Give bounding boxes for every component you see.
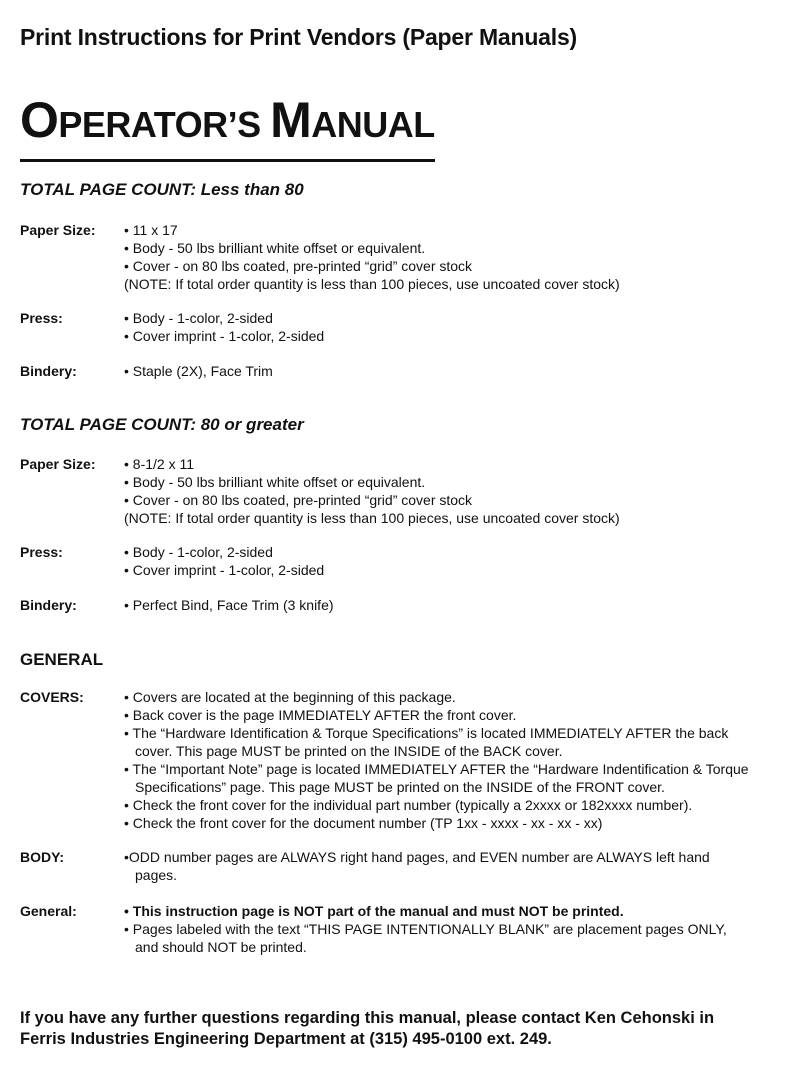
spec-label: BODY:: [20, 849, 65, 865]
spec-line: • Body - 50 lbs brilliant white offset or equivalent.: [124, 474, 426, 490]
spec-label: COVERS:: [20, 689, 84, 705]
spec-lines: [124, 455, 792, 527]
spec-line: • Cover - on 80 lbs coated, pre-printed “grid” cover stock: [124, 492, 473, 508]
footer-line: If you have any further questions regarding this manual, please contact Ken Cehonski in: [20, 1009, 715, 1027]
title-manual-rest: ANUAL: [311, 104, 435, 145]
spec-line: • The “Important Note” page is located IMMEDIATELY AFTER the “Hardware Indentification & Torque: [124, 761, 749, 777]
spec-line: • Pages labeled with the text “THIS PAGE INTENTIONALLY BLANK” are placement pages ONLY,: [124, 921, 727, 937]
spec-line: • Check the front cover for the individual part number (typically a 2xxxx or 182xxxx number).: [124, 797, 693, 813]
spec-line: cover. This page MUST be printed on the INSIDE of the BACK cover.: [135, 743, 563, 759]
spec-lines: [124, 596, 792, 614]
spec-label: Press:: [20, 544, 63, 560]
spec-label: General:: [20, 903, 77, 919]
spec-line: • Body - 1-color, 2-sided: [124, 544, 273, 560]
spec-line: (NOTE: If total order quantity is less than 100 pieces, use uncoated cover stock): [124, 276, 620, 292]
spec-label: Press:: [20, 310, 63, 326]
section-heading-80-or-greater: TOTAL PAGE COUNT: 80 or greater: [20, 415, 304, 434]
spec-line: • Cover imprint - 1-color, 2-sided: [124, 328, 325, 344]
spec-line: • Cover - on 80 lbs coated, pre-printed “grid” cover stock: [124, 258, 473, 274]
spec-line: (NOTE: If total order quantity is less than 100 pieces, use uncoated cover stock): [124, 510, 620, 526]
spec-line: • Perfect Bind, Face Trim (3 knife): [124, 597, 334, 613]
spec-line: Specifications” page. This page MUST be printed on the INSIDE of the FRONT cover.: [135, 779, 665, 795]
title-operator-rest: PERATOR: [58, 104, 228, 145]
document-header: Print Instructions for Print Vendors (Paper Manuals): [20, 24, 578, 50]
spec-label: Bindery:: [20, 363, 77, 379]
spec-line: • Covers are located at the beginning of this package.: [124, 689, 456, 705]
manual-title: [20, 94, 435, 162]
spec-line: • Cover imprint - 1-color, 2-sided: [124, 562, 325, 578]
footer-line: Ferris Industries Engineering Department at (315) 495-0100 ext. 249.: [20, 1030, 552, 1048]
spec-lines: [124, 543, 792, 579]
spec-line: • This instruction page is NOT part of the manual and must NOT be printed.: [124, 903, 624, 919]
section-heading-less-than-80: TOTAL PAGE COUNT: Less than 80: [20, 180, 304, 199]
spec-line: pages.: [135, 867, 178, 883]
spec-line: • Back cover is the page IMMEDIATELY AFTER the front cover.: [124, 707, 517, 723]
spec-line: • Body - 1-color, 2-sided: [124, 310, 273, 326]
spec-label: Paper Size:: [20, 222, 96, 238]
spec-lines: [124, 902, 792, 956]
spec-label: Bindery:: [20, 597, 77, 613]
spec-line: and should NOT be printed.: [135, 939, 307, 955]
title-initial-m: M: [270, 92, 312, 148]
spec-lines: [124, 688, 792, 832]
spec-lines: [124, 309, 792, 345]
title-possessive: ’S: [227, 104, 271, 145]
contact-footer: [20, 1008, 795, 1050]
spec-lines: [124, 221, 792, 293]
spec-line: • Check the front cover for the document number (TP 1xx - xxxx - xx - xx - xx): [124, 815, 603, 831]
title-initial-o: O: [20, 92, 59, 148]
spec-lines: [124, 362, 792, 380]
section-heading-general: GENERAL: [20, 650, 104, 669]
spec-lines: [124, 848, 792, 884]
spec-line: • 11 x 17: [124, 222, 178, 238]
spec-line: • The “Hardware Identification & Torque Specifications” is located IMMEDIATELY AFTER the back: [124, 725, 729, 741]
spec-label: Paper Size:: [20, 456, 96, 472]
spec-line: • Staple (2X), Face Trim: [124, 363, 273, 379]
spec-line: • 8-1/2 x 11: [124, 456, 195, 472]
spec-line: •ODD number pages are ALWAYS right hand pages, and EVEN number are ALWAYS left hand: [124, 849, 710, 865]
spec-line: • Body - 50 lbs brilliant white offset or equivalent.: [124, 240, 426, 256]
